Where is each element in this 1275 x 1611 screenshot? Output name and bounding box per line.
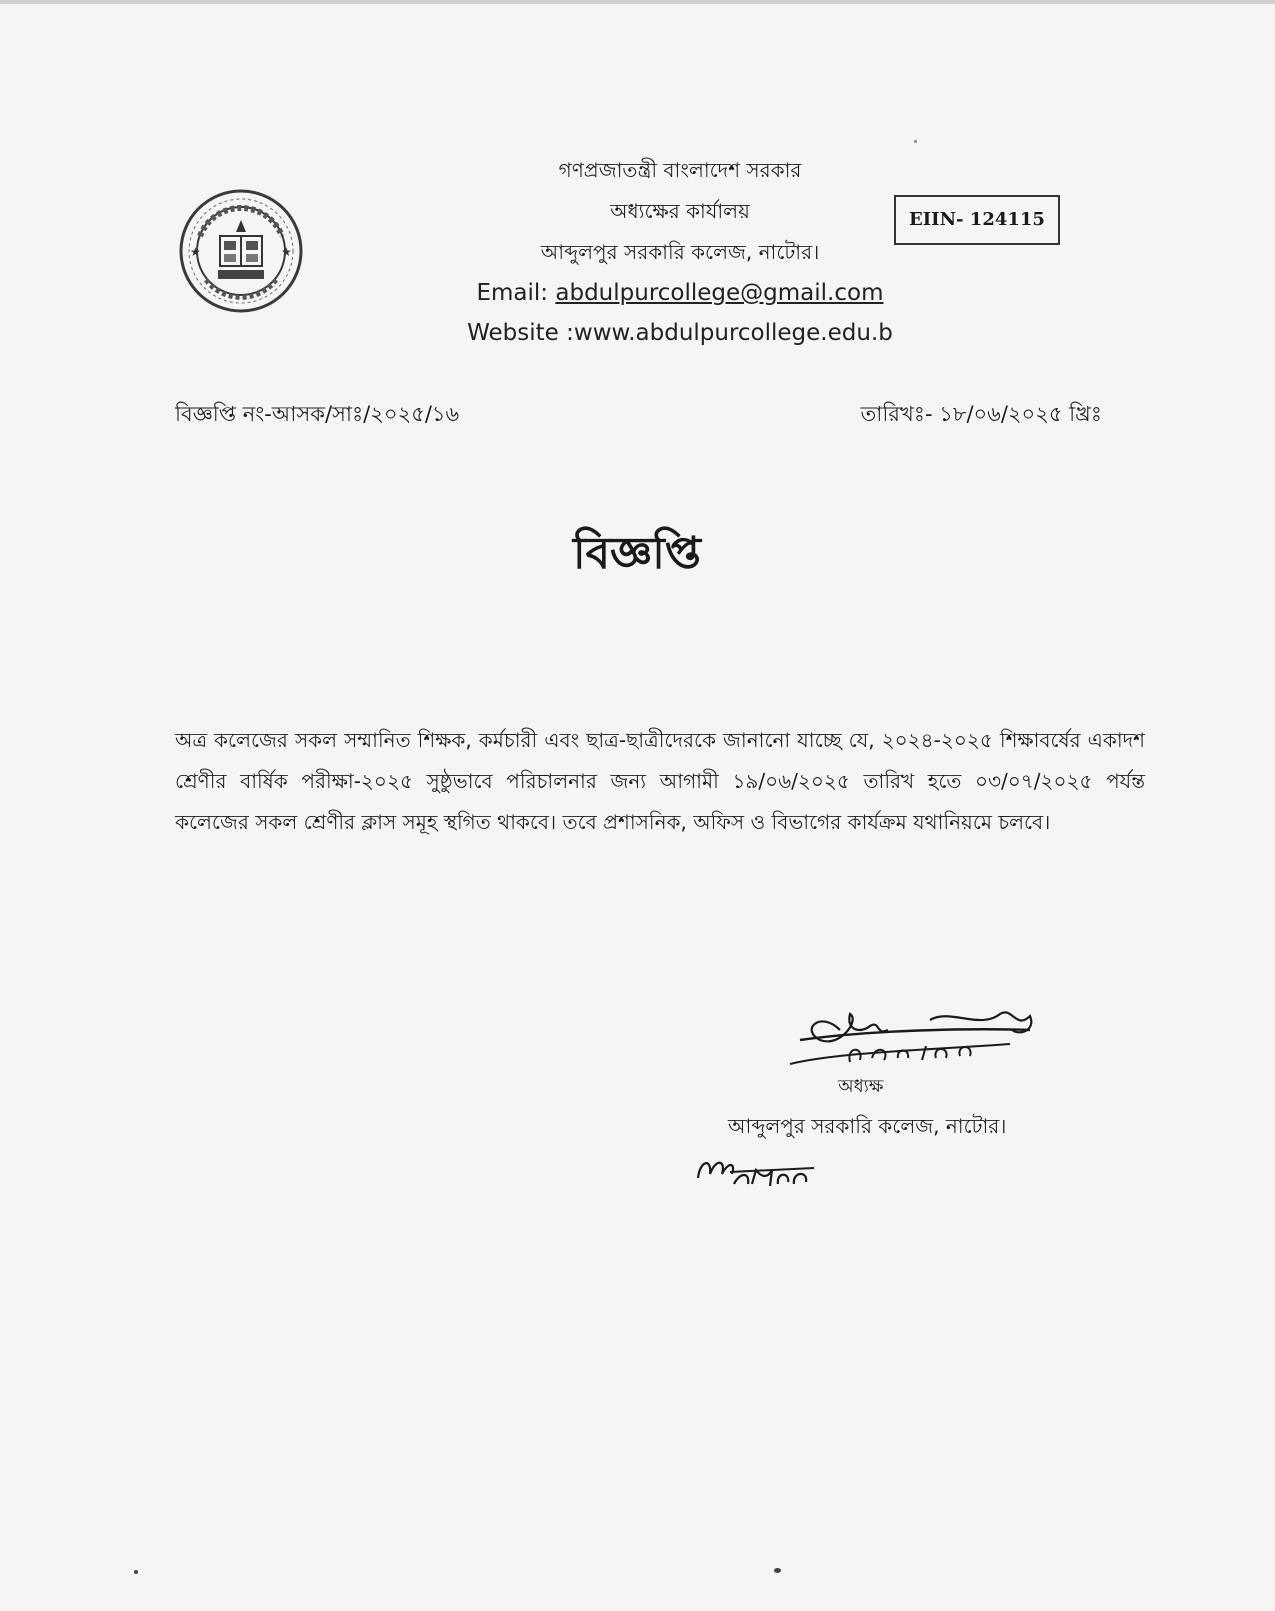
scan-speck bbox=[774, 1568, 781, 1573]
notice-body: অত্র কলেজের সকল সম্মানিত শিক্ষক, কর্মচারী এবং ছাত্র-ছাত্রীদেরকে জানানো যাচ্ছে যে, ২০২৪-২০২৫ শিক্ষাবর্ষের একাদশ শ্রেণীর বার্ষিক পরীক্ষা-২০২৫ সুষ্ঠুভাবে পরিচালনার জন্য আগামী ১৯/০৬/২০২৫ তারিখ হতে ০৩/০৭/২০২৫ পর্যন্ত কলেজের সকল শ্রেণীর ক্লাস সমূহ স্থগিত থাকবে। তবে প্রশাসনিক, অফিস ও বিভাগের কার্যক্রম যথানিয়মে চলবে। bbox=[175, 728, 1145, 834]
email-label: Email: bbox=[476, 280, 556, 306]
initials-icon bbox=[690, 1148, 830, 1196]
notice-number: বিজ্ঞপ্তি নং-আসক/সাঃ/২০২৫/১৬ bbox=[175, 402, 460, 426]
scan-edge-line bbox=[0, 0, 1275, 4]
college-seal-icon bbox=[178, 188, 304, 314]
government-name: গণপ্রজাতন্ত্রী বাংলাদেশ সরকার bbox=[558, 158, 802, 182]
email-line bbox=[380, 273, 980, 313]
signatory-organization: আব্দুলপুর সরকারি কলেজ, নাটোর। bbox=[728, 1114, 1007, 1138]
notice-title: বিজ্ঞপ্তি bbox=[573, 528, 701, 579]
office-name: অধ্যক্ষের কার্যালয় bbox=[610, 199, 750, 223]
eiin-box: EIIN- 124115 bbox=[894, 195, 1060, 245]
college-name: আব্দুলপুর সরকারি কলেজ, নাটোর। bbox=[540, 240, 820, 264]
scan-speck bbox=[134, 1570, 138, 1574]
notice-date: তারিখঃ- ১৮/০৬/২০২৫ খ্রিঃ bbox=[860, 402, 1102, 426]
website-line[interactable]: Website :www.abdulpurcollege.edu.b bbox=[467, 320, 893, 346]
scan-speck bbox=[914, 140, 917, 143]
svg-text:★: ★ bbox=[281, 245, 292, 259]
signature-icon bbox=[780, 1000, 1060, 1090]
signatory-designation: অধ্যক্ষ bbox=[838, 1076, 884, 1097]
svg-text:★: ★ bbox=[190, 245, 201, 259]
email-link[interactable]: abdulpurcollege@gmail.com bbox=[555, 280, 884, 306]
letterhead bbox=[380, 150, 980, 353]
